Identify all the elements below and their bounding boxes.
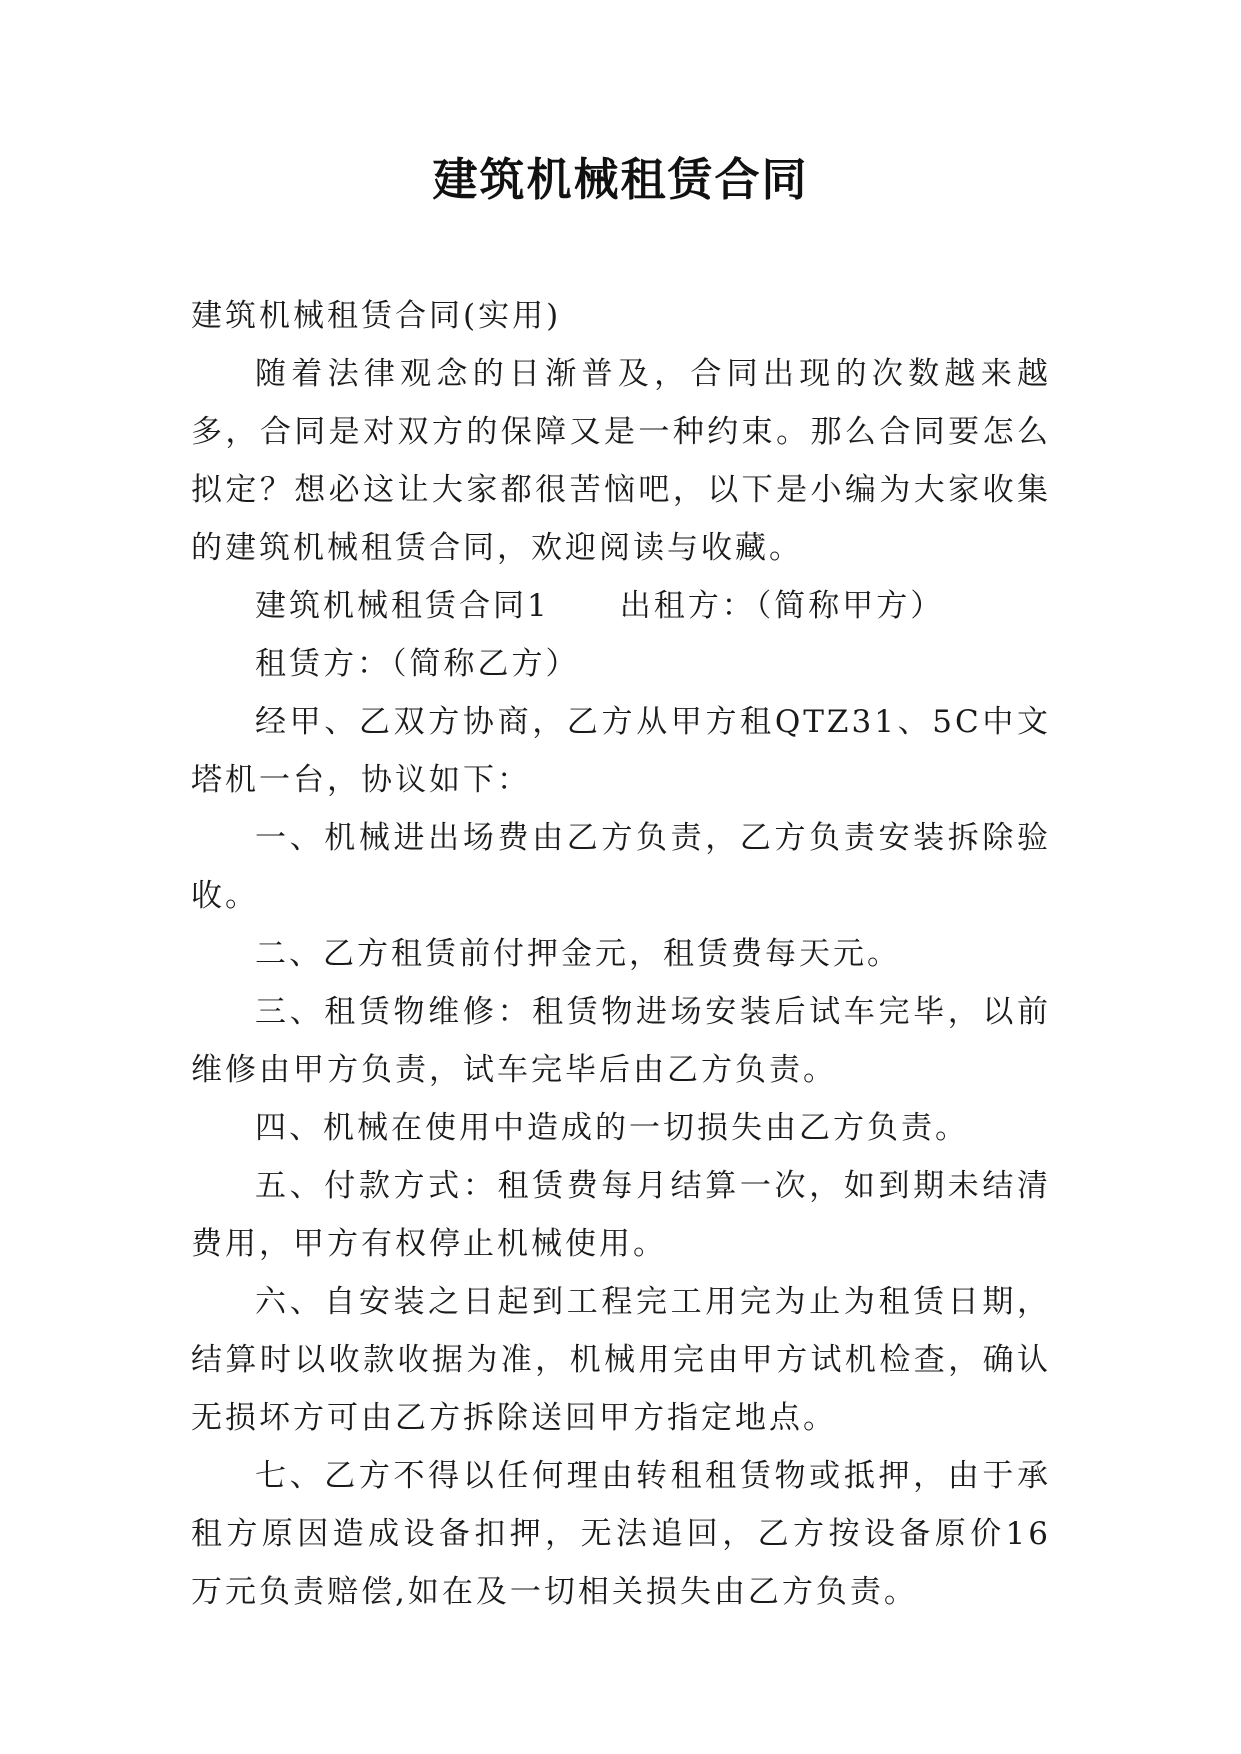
preamble-paragraph: 经甲、乙双方协商，乙方从甲方租QTZ31、5C中文塔机一台，协议如下：: [191, 704, 1051, 798]
document-subtitle: 建筑机械租赁合同(实用): [191, 298, 562, 334]
clause-2: 二、乙方租赁前付押金元，租赁费每天元。: [255, 936, 901, 972]
lessee-line: 租赁方：（简称乙方）: [255, 646, 580, 682]
clause-3: 三、租赁物维修：租赁物进场安装后试车完毕，以前维修由甲方负责，试车完毕后由乙方负责。: [191, 994, 1051, 1088]
contract-heading: 建筑机械租赁合同1: [255, 588, 550, 624]
clause-6: 六、自安装之日起到工程完工用完为止为租赁日期，结算时以收款收据为准，机械用完由甲方试机检查，确认无损坏方可由乙方拆除送回甲方指定地点。: [191, 1284, 1051, 1436]
lessor-line: 出租方：（简称甲方）: [619, 588, 945, 624]
contract-heading-line: [191, 577, 1051, 635]
intro-paragraph: 随着法律观念的日渐普及，合同出现的次数越来越多，合同是对双方的保障又是一种约束。那么合同要怎么拟定？想必这让大家都很苦恼吧，以下是小编为大家收集的建筑机械租赁合同，欢迎阅读与收藏。: [191, 356, 1051, 566]
document-title: 建筑机械租赁合同: [432, 153, 809, 206]
clause-1: 一、机械进出场费由乙方负责，乙方负责安装拆除验收。: [191, 820, 1051, 914]
document-body: [191, 287, 1051, 1621]
clause-4: 四、机械在使用中造成的一切损失由乙方负责。: [255, 1110, 969, 1146]
clause-5: 五、付款方式：租赁费每月结算一次，如到期未结清费用，甲方有权停止机械使用。: [191, 1168, 1051, 1262]
clause-7: 七、乙方不得以任何理由转租租赁物或抵押，由于承租方原因造成设备扣押，无法追回，乙方按设备原价16万元负责赔偿,如在及一切相关损失由乙方负责。: [191, 1458, 1051, 1610]
